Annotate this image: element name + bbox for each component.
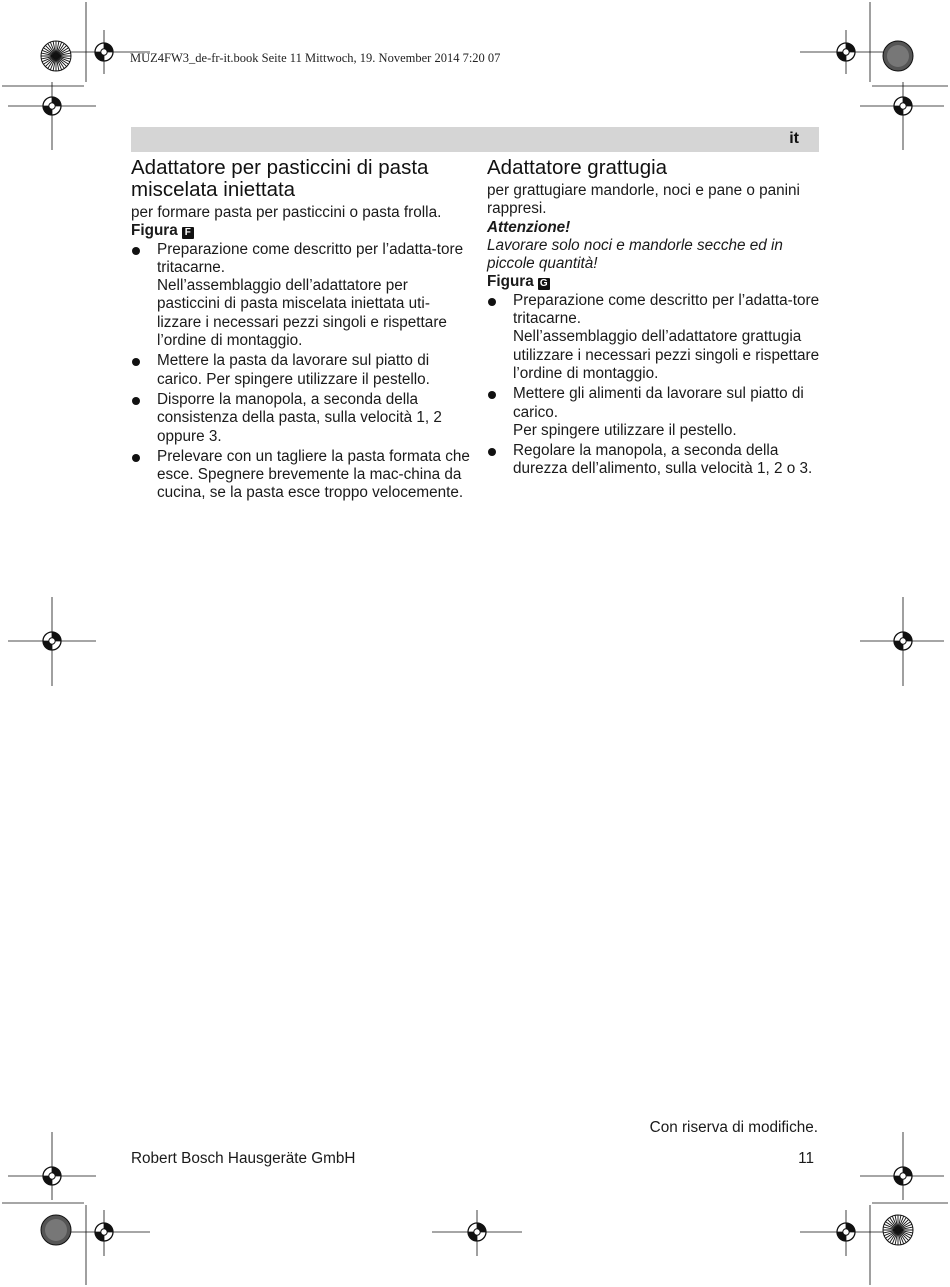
figure-reference — [131, 222, 471, 240]
instruction-list — [131, 241, 471, 503]
list-item — [131, 352, 471, 389]
section-intro: per formare pasta per pasticcini o pasta frolla. — [131, 204, 442, 221]
list-item — [487, 292, 822, 383]
list-item-text: Mettere gli alimenti da lavorare sul piatto di carico. — [513, 385, 804, 421]
language-bar — [131, 127, 819, 152]
right-column — [487, 157, 822, 481]
list-item-text: Preparazione come descritto per l’adatta-tore tritacarne. — [513, 291, 820, 328]
warning-text: Lavorare solo noci e mandorle secche ed in piccole quantità! — [487, 236, 783, 273]
list-item-text: Regolare la manopola, a seconda della durezza dell’alimento, sulla velocità 1, 2 o 3. — [513, 442, 813, 478]
warning-title: Attenzione! — [487, 218, 571, 236]
list-item-text: Nell’assemblaggio dell’adattatore per pasticcini di pasta miscelata iniettata uti-lizzare i necessari pezzi singoli e rispettare l’ordine di montaggio. — [157, 277, 447, 350]
list-item-text: Preparazione come descritto per l’adatta-tore tritacarne. — [157, 240, 464, 276]
footer-company: Robert Bosch Hausgeräte GmbH — [131, 1150, 356, 1167]
figure-label: Figura — [131, 222, 178, 240]
instruction-list — [487, 292, 822, 479]
print-header: MUZ4FW3_de-fr-it.book Seite 11 Mittwoch, 19. November 2014 7:20 07 — [130, 51, 501, 65]
section-title-grater: Adattatore grattugia — [487, 156, 668, 179]
figure-label: Figura — [487, 273, 534, 291]
list-item-text: Nell’assemblaggio dell’adattatore grattugia utilizzare i necessari pezzi singoli e rispettare l’ordine di montaggio. — [513, 328, 820, 382]
section-title-pastry: Adattatore per pasticcini di pasta miscelata iniettata — [131, 156, 429, 201]
page-number: 11 — [798, 1150, 814, 1167]
list-item-text: Mettere la pasta da lavorare sul piatto di carico. Per spingere utilizzare il pestello. — [157, 352, 430, 388]
list-item-text: Prelevare con un tagliere la pasta formata che esce. Spegnere brevemente la mac-china da cucina, se la pasta esce troppo velocemente. — [157, 447, 470, 502]
list-item — [131, 241, 471, 351]
figure-letter-badge: F — [182, 227, 194, 239]
list-item — [131, 391, 471, 446]
list-item — [487, 385, 822, 440]
list-item — [487, 442, 822, 479]
section-intro: per grattugiare mandorle, noci e pane o panini rappresi. — [487, 182, 800, 218]
figure-reference — [487, 273, 822, 291]
list-item-text: Per spingere utilizzare il pestello. — [513, 421, 737, 439]
list-item-text: Disporre la manopola, a seconda della consistenza della pasta, sulla velocità 1, 2 oppure 3. — [157, 390, 442, 445]
disclaimer-note: Con riserva di modifiche. — [649, 1119, 818, 1136]
language-code: it — [789, 130, 799, 147]
figure-letter-badge: G — [538, 278, 550, 290]
left-column — [131, 157, 471, 505]
list-item — [131, 448, 471, 503]
